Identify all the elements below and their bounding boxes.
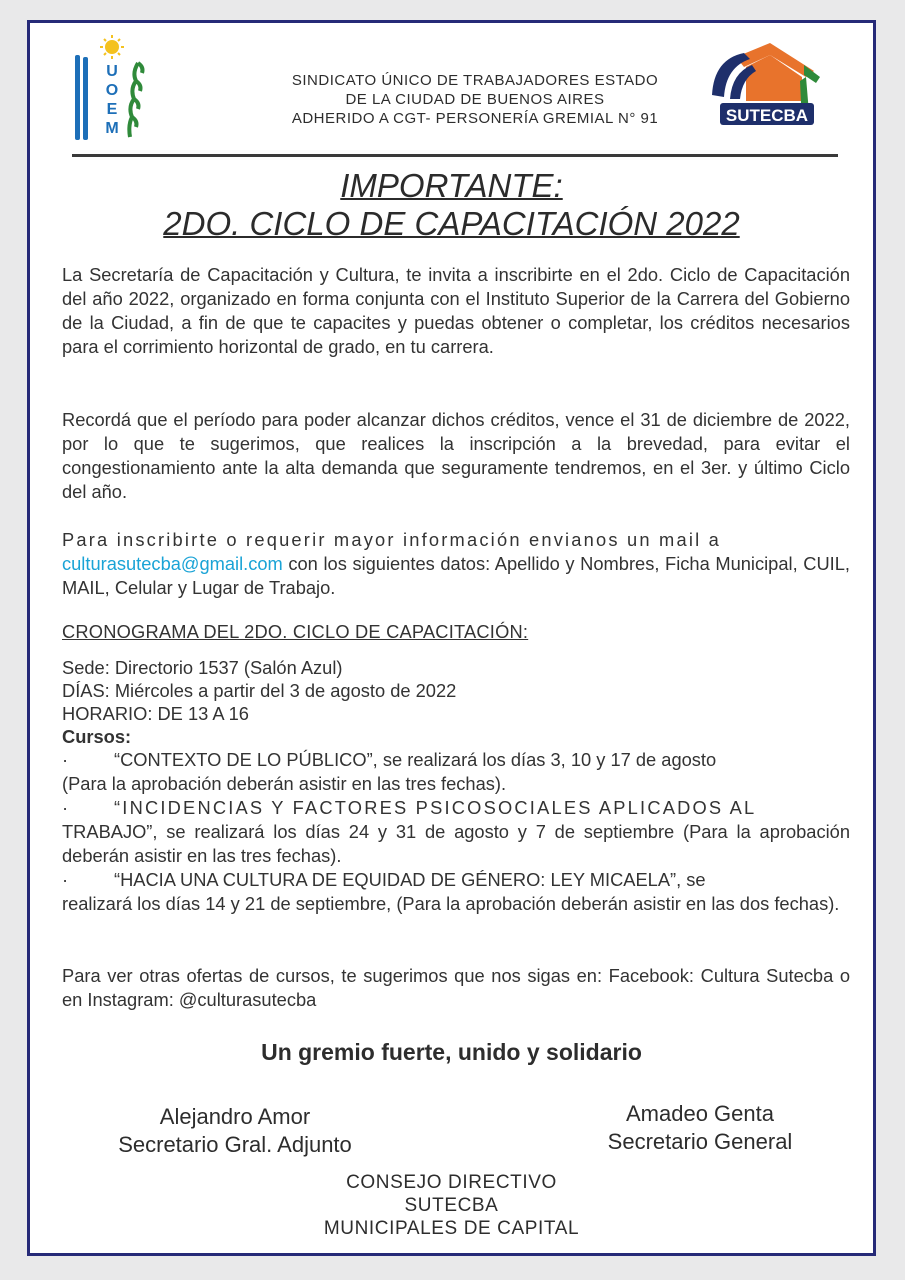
- contact-rest: con los siguientes datos: Apellido y Nombres, Ficha Municipal, CUIL, MAIL, Celular y Lugar de Trabajo.: [62, 553, 850, 598]
- title-cycle: 2DO. CICLO DE CAPACITACIÓN 2022: [163, 205, 740, 242]
- course-item: [62, 868, 850, 916]
- course-title: “CONTEXTO DE LO PÚBLICO”, se realizará los días 3, 10 y 17 de agosto: [114, 749, 717, 770]
- uoem-letter-u: U: [106, 63, 118, 80]
- document-frame: [27, 20, 876, 1256]
- signature-name: Alejandro Amor: [159, 1104, 311, 1129]
- paragraph-deadline: Recordá que el período para poder alcanzar dichos créditos, vence el 31 de diciembre de 2022, por lo que te sugerimos, que realices la inscripción a la brevedad, para evitar el congestionamiento ante la alta demanda que seguramente tendremos, en el 3er. y último Ciclo del año.: [62, 409, 850, 502]
- council-block: [30, 1171, 873, 1240]
- bullet-icon: ·: [62, 869, 69, 890]
- header-divider: [72, 154, 838, 157]
- course-detail: (Para la aprobación deberán asistir en las tres fechas).: [62, 773, 507, 794]
- signature-adjunto: [90, 1103, 380, 1159]
- paragraph-invite: La Secretaría de Capacitación y Cultura, te invita a inscribirte en el 2do. Ciclo de Capacitación del año 2022, organizado en forma conjunta con el Instituto Superior de la Carrera del Gobierno de la Ciudad, a fin de que te capacites y puedas obtener o completar, los créditos necesarios para el corrimiento horizontal de grado, en tu carrera.: [62, 264, 850, 357]
- union-motto: Un gremio fuerte, unido y solidario: [261, 1039, 642, 1065]
- course-title: “HACIA UNA CULTURA DE EQUIDAD DE GÉNERO: LEY MICAELA”, se: [114, 869, 706, 890]
- header-line-2: DE LA CIUDAD DE BUENOS AIRES: [345, 91, 605, 108]
- schedule-hours: HORARIO: DE 13 A 16: [62, 703, 249, 724]
- sutecba-logo: [706, 37, 826, 133]
- council-line-1: CONSEJO DIRECTIVO: [346, 1172, 557, 1193]
- bullet-icon: ·: [62, 797, 69, 818]
- sutecba-logo-text: SUTECBA: [725, 106, 809, 125]
- course-detail: realizará los días 14 y 21 de septiembre, (Para la aprobación deberán asistir en las dos fechas).: [62, 893, 840, 914]
- union-header: [220, 71, 730, 128]
- bullet-icon: ·: [62, 749, 69, 770]
- uoem-letter-m: M: [105, 120, 119, 137]
- schedule-sede: Sede: Directorio 1537 (Salón Azul): [62, 657, 343, 678]
- header-line-3: ADHERIDO A CGT- PERSONERÍA GREMIAL N° 91: [291, 110, 659, 127]
- schedule-title: CRONOGRAMA DEL 2DO. CICLO DE CAPACITACIÓN:: [62, 621, 529, 642]
- council-line-3: MUNICIPALES DE CAPITAL: [323, 1218, 580, 1239]
- course-item: [62, 748, 850, 796]
- uoem-letter-o: O: [105, 82, 119, 99]
- contact-email-link[interactable]: culturasutecba@gmail.com: [62, 553, 283, 574]
- paragraph-contact: [62, 528, 850, 600]
- courses-label: Cursos:: [62, 726, 132, 747]
- signature-name: Amadeo Genta: [626, 1101, 774, 1126]
- course-title: “INCIDENCIAS Y FACTORES PSICOSOCIALES APLICADOS AL: [114, 797, 757, 818]
- course-detail: TRABAJO”, se realizará los días 24 y 31 de agosto y 7 de septiembre (Para la aprobación deberán asistir en las tres fechas).: [62, 821, 850, 866]
- header-line-1: SINDICATO ÚNICO DE TRABAJADORES ESTADO: [291, 72, 659, 89]
- uoem-logo: [72, 33, 152, 145]
- signature-role: Secretario Gral. Adjunto: [118, 1132, 352, 1157]
- signature-role: Secretario General: [607, 1129, 793, 1154]
- title-important: IMPORTANTE:: [340, 167, 563, 204]
- contact-intro: Para inscribirte o requerir mayor información envianos un mail a: [62, 529, 721, 550]
- uoem-letter-e: E: [106, 101, 118, 118]
- course-item: [62, 796, 850, 868]
- council-line-2: SUTECBA: [404, 1195, 499, 1216]
- schedule-days: DÍAS: Miércoles a partir del 3 de agosto de 2022: [62, 680, 457, 701]
- paragraph-social: Para ver otras ofertas de cursos, te sugerimos que nos sigas en: Facebook: Cultura Sutecba o en Instagram: @culturasutecba: [62, 965, 850, 1010]
- signature-general: [570, 1100, 830, 1156]
